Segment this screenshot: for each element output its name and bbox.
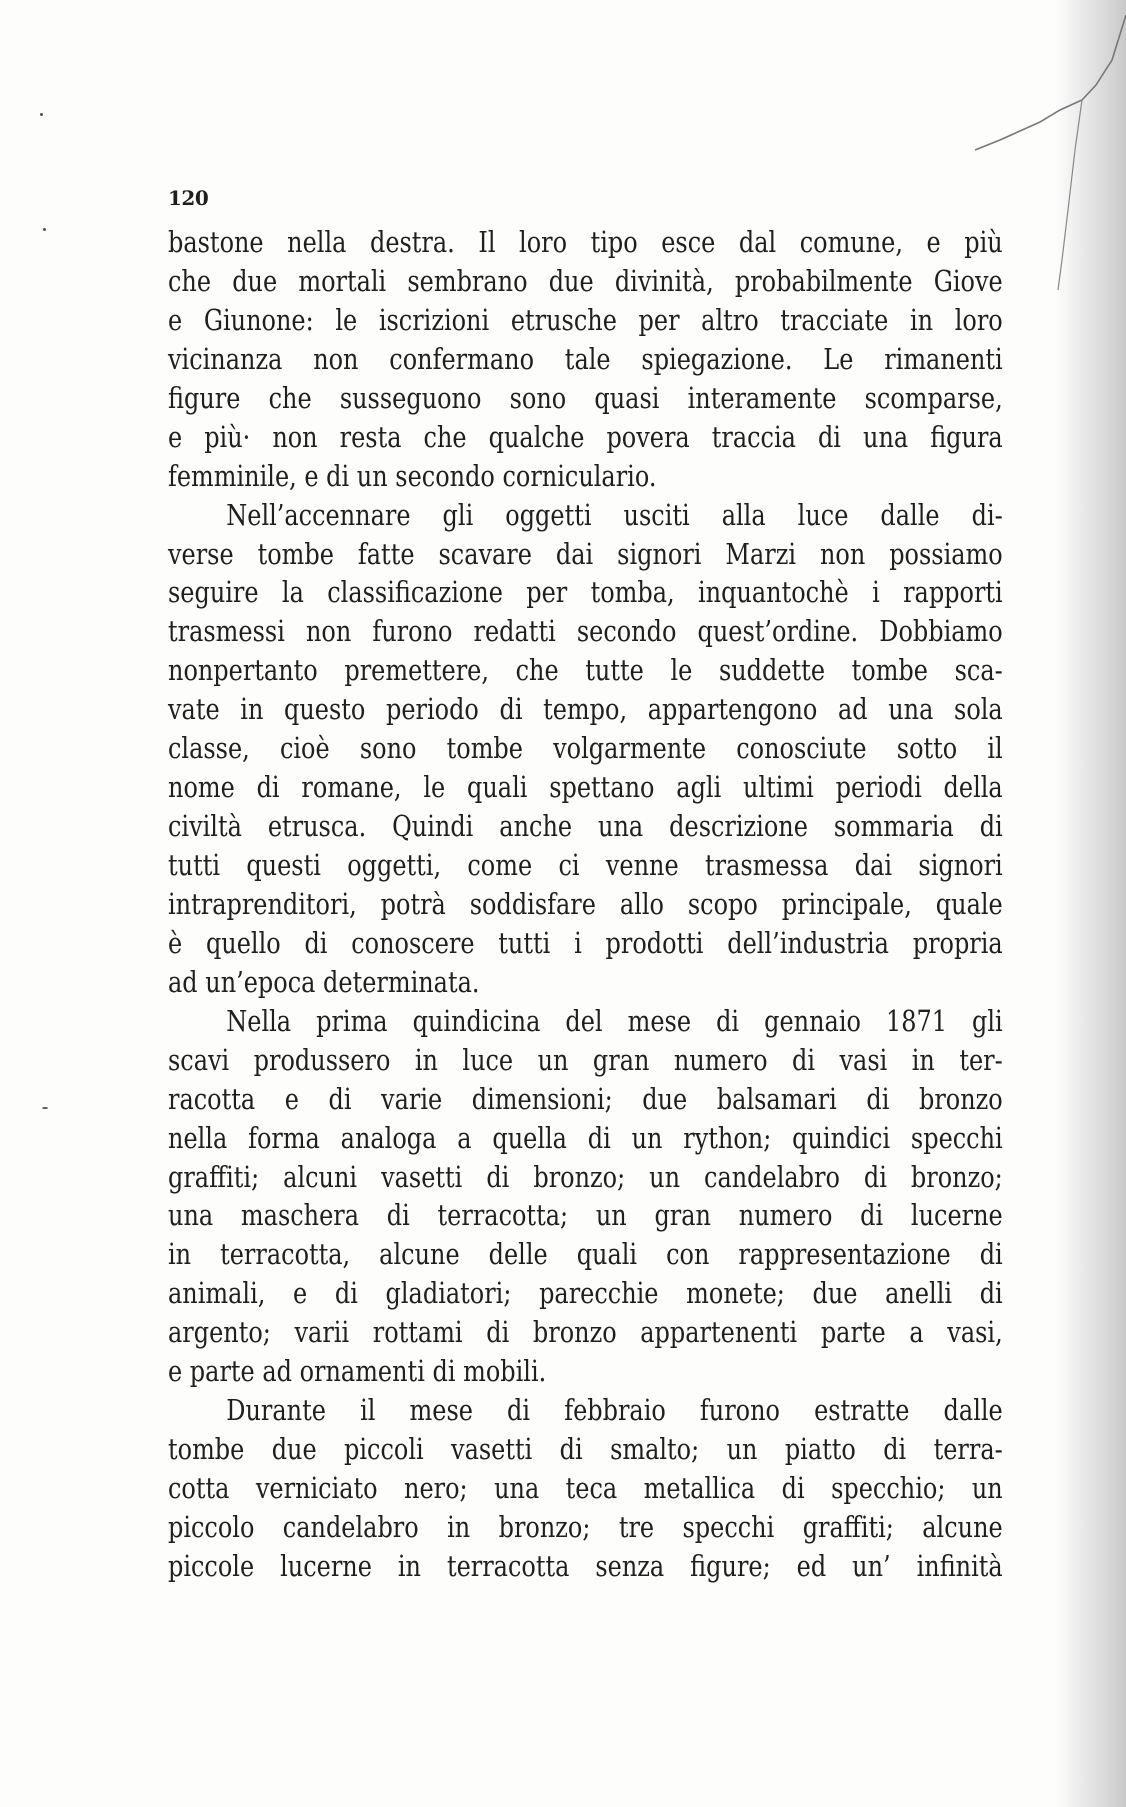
page-edge-shadow	[1056, 0, 1126, 1807]
text-line: è quello di conoscere tutti i prodotti dell’industria propria	[168, 927, 1003, 961]
text-line: femminile, e di un secondo corniculario.	[168, 459, 657, 494]
text-line: cotta verniciato nero; una teca metallica di specchio; un	[168, 1472, 1003, 1506]
text-line: vate in questo periodo di tempo, appartengono ad una sola	[168, 693, 1003, 727]
body-text	[168, 224, 1003, 1587]
text-line: vicinanza non confermano tale spiegazione. Le rimanenti	[168, 342, 1003, 377]
text-line: argento; varii rottami di bronzo appartenenti parte a vasi,	[168, 1316, 1003, 1350]
text-line: nella forma analoga a quella di un rython; quindici specchi	[168, 1121, 1003, 1156]
text-line: piccolo candelabro in bronzo; tre specchi graffiti; alcune	[168, 1511, 1003, 1545]
text-line: nome di romane, le quali spettano agli ultimi periodi della	[168, 771, 1003, 805]
text-line: in terracotta, alcune delle quali con rappresentazione di	[168, 1238, 1003, 1273]
text-line: tombe due piccoli vasetti di smalto; un piatto di terra-	[168, 1433, 1003, 1467]
text-line: intraprenditori, potrà soddisfare allo scopo principale, quale	[168, 888, 1003, 922]
text-line: civiltà etrusca. Quindi anche una descrizione sommaria di	[168, 810, 1003, 844]
text-line: trasmessi non furono redatti secondo quest’ordine. Dobbiamo	[168, 615, 1003, 650]
text-line: classe, cioè sono tombe volgarmente conosciute sotto il	[168, 732, 1003, 766]
text-line: graffiti; alcuni vasetti di bronzo; un candelabro di bronzo;	[168, 1160, 1003, 1195]
text-line: tutti questi oggetti, come ci venne trasmessa dai signori	[168, 849, 1003, 883]
text-line: una maschera di terracotta; un gran numero di lucerne	[168, 1199, 1003, 1234]
scan-speck	[40, 113, 43, 116]
scan-speck	[43, 228, 46, 231]
text-line: seguire la classificazione per tomba, inquantochè i rapporti	[168, 576, 1003, 611]
text-line: animali, e di gladiatori; parecchie monete; due anelli di	[168, 1277, 1003, 1312]
text-line: scavi produssero in luce un gran numero di vasi in ter-	[168, 1043, 1003, 1078]
text-line: verse tombe fatte scavare dai signori Marzi non possiamo	[168, 537, 1003, 572]
text-line: Nell’accennare gli oggetti usciti alla luce dalle di-	[226, 498, 1003, 533]
text-line: e più· non resta che qualche povera traccia di una figura	[168, 420, 1003, 455]
scan-speck	[42, 1107, 48, 1109]
page-number: 120	[168, 186, 209, 210]
text-line: racotta e di varie dimensioni; due balsamari di bronzo	[168, 1082, 1003, 1117]
text-line: bastone nella destra. Il loro tipo esce dal comune, e più	[168, 226, 1003, 260]
text-line: ad un’epoca determinata.	[168, 965, 480, 1000]
text-line: Nella prima quindicina del mese di gennaio 1871 gli	[226, 1004, 1003, 1039]
text-line: Durante il mese di febbraio furono estratte dalle	[226, 1394, 1003, 1428]
text-line: e parte ad ornamenti di mobili.	[168, 1355, 547, 1389]
text-line: nonpertanto premettere, che tutte le suddette tombe sca-	[168, 654, 1003, 689]
text-line: piccole lucerne in terracotta senza figure; ed un’ infinità	[168, 1550, 1003, 1584]
text-line: figure che susseguono sono quasi interamente scomparse,	[168, 381, 1003, 416]
text-line: che due mortali sembrano due divinità, probabilmente Giove	[168, 265, 1003, 299]
text-line: e Giunone: le iscrizioni etrusche per altro tracciate in loro	[168, 304, 1003, 338]
